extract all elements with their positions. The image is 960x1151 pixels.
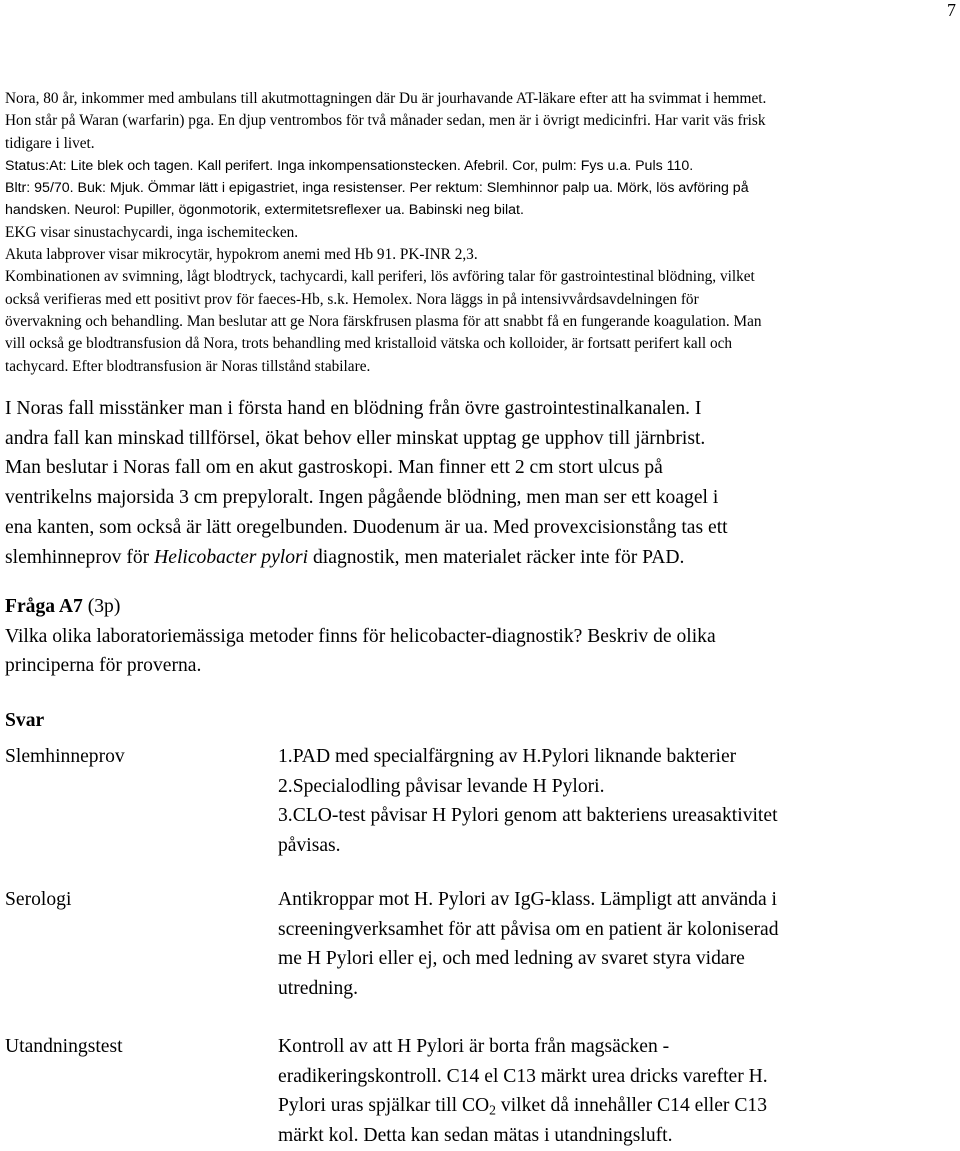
question: [5, 592, 955, 681]
subscript: 2: [489, 1102, 497, 1118]
narrative-line: [5, 543, 955, 573]
method-line: 1.PAD med specialfärgning av H.Pylori liknande bakterier: [278, 746, 737, 767]
narrative-line: Man beslutar i Noras fall om en akut gastroskopi. Man finner ett 2 cm stort ulcus på: [5, 457, 663, 479]
conclusion-line: vill också ge blodtransfusion då Nora, trots behandling med kristalloid vätska och kolloider, är fortsatt perifert kall och: [5, 335, 733, 353]
method-line: screeningverksamhet för att påvisa om en patient är koloniserad: [278, 918, 779, 940]
method-line: 2.Specialodling påvisar levande H Pylori.: [278, 775, 605, 797]
conclusion-line: tachycard. Efter blodtransfusion är Noras tillstånd stabilare.: [5, 357, 371, 375]
narrative-line: andra fall kan minskad tillförsel, ökat behov eller minskat upptag ge upphov till järnbrist.: [5, 427, 706, 449]
case-line: tidigare i livet.: [5, 134, 95, 152]
case-description: [5, 88, 953, 378]
method-line: påvisas.: [278, 835, 341, 857]
method-description: [278, 1032, 953, 1151]
method-description: [278, 885, 953, 1004]
status-line: handsken. Neurol: Pupiller, ögonmotorik, extermitetsreflexer ua. Babinski neg bilat.: [5, 202, 524, 219]
narrative-line: ventrikelns majorsida 3 cm prepyloralt. Ingen pågående blödning, men man ser ett koagel i: [5, 487, 719, 509]
question-line: principerna för proverna.: [5, 655, 202, 677]
method-label: Serologi: [5, 889, 72, 910]
method-line: eradikeringskontroll. C14 el C13 märkt urea dricks varefter H.: [278, 1065, 768, 1087]
organism-name: Helicobacter pylori: [154, 546, 309, 568]
page-number: 7: [947, 0, 956, 20]
method-line: me H Pylori eller ej, och med ledning av svaret styra vidare: [278, 948, 745, 970]
lab-line: EKG visar sinustachycardi, inga ischemitecken.: [5, 223, 299, 241]
status-line: Bltr: 95/70. Buk: Mjuk. Ömmar lätt i epigastriet, inga resistenser. Per rektum: Slemhinnor palp ua. Mörk, lös avföring på: [5, 180, 749, 197]
question-heading: Fråga A7: [5, 596, 83, 617]
case-line: Nora, 80 år, inkommer med ambulans till akutmottagningen där Du är jourhavande AT-läkare efter att ha svimmat i hemmet.: [5, 90, 767, 107]
narrative-text: diagnostik, men materialet räcker inte för PAD.: [308, 546, 685, 568]
method-label: Utandningstest: [5, 1036, 123, 1057]
method-label: Slemhinneprov: [5, 746, 125, 767]
conclusion-line: också verifieras med ett positivt prov för faeces-Hb, s.k. Hemolex. Nora läggs in på intensivvårdsavdelningen för: [5, 290, 699, 308]
question-points: (3p): [82, 596, 121, 617]
method-line: 3.CLO-test påvisar H Pylori genom att bakteriens ureasaktivitet: [278, 805, 778, 827]
question-title: [5, 592, 955, 622]
narrative-line: I Noras fall misstänker man i första hand en blödning från övre gastrointestinalkanalen. I: [5, 398, 702, 419]
case-line: Hon står på Waran (warfarin) pga. En djup ventrombos för två månader sedan, men är i övrigt medicinfri. Har varit väs frisk: [5, 112, 766, 130]
method-line: utredning.: [278, 978, 358, 1000]
method-description: [278, 742, 953, 861]
method-line: [278, 1091, 953, 1121]
method-text: vilket då innehåller C14 eller C13: [496, 1095, 768, 1117]
lab-line: Akuta labprover visar mikrocytär, hypokrom anemi med Hb 91. PK-INR 2,3.: [5, 246, 478, 264]
question-line: Vilka olika laboratoriemässiga metoder finns för helicobacter-diagnostik? Beskriv de olika: [5, 625, 716, 647]
narrative: [5, 394, 955, 572]
answer-heading: Svar: [5, 710, 45, 731]
narrative-line: ena kanten, som också är lätt oregelbunden. Duodenum är ua. Med provexcisionstång tas ett: [5, 516, 728, 538]
method-line: Antikroppar mot H. Pylori av IgG-klass. Lämpligt att använda i: [278, 889, 777, 910]
status-line: Status:At: Lite blek och tagen. Kall perifert. Inga inkompensationstecken. Afebril. Cor, pulm: Fys u.a. Puls 110.: [5, 157, 694, 174]
conclusion-line: övervakning och behandling. Man beslutar att ge Nora färskfrusen plasma för att snabbt få en fungerande koagulation. Man: [5, 312, 762, 330]
method-line: Kontroll av att H Pylori är borta från magsäcken -: [278, 1036, 670, 1057]
method-line: märkt kol. Detta kan sedan mätas i utandningsluft.: [278, 1125, 673, 1147]
conclusion-line: Kombinationen av svimning, lågt blodtryck, tachycardi, kall periferi, lös avföring talar för gastrointestinal blödning, vilket: [5, 268, 755, 286]
narrative-text: slemhinneprov för: [5, 546, 155, 568]
method-text: Pylori uras spjälkar till CO: [278, 1095, 490, 1117]
